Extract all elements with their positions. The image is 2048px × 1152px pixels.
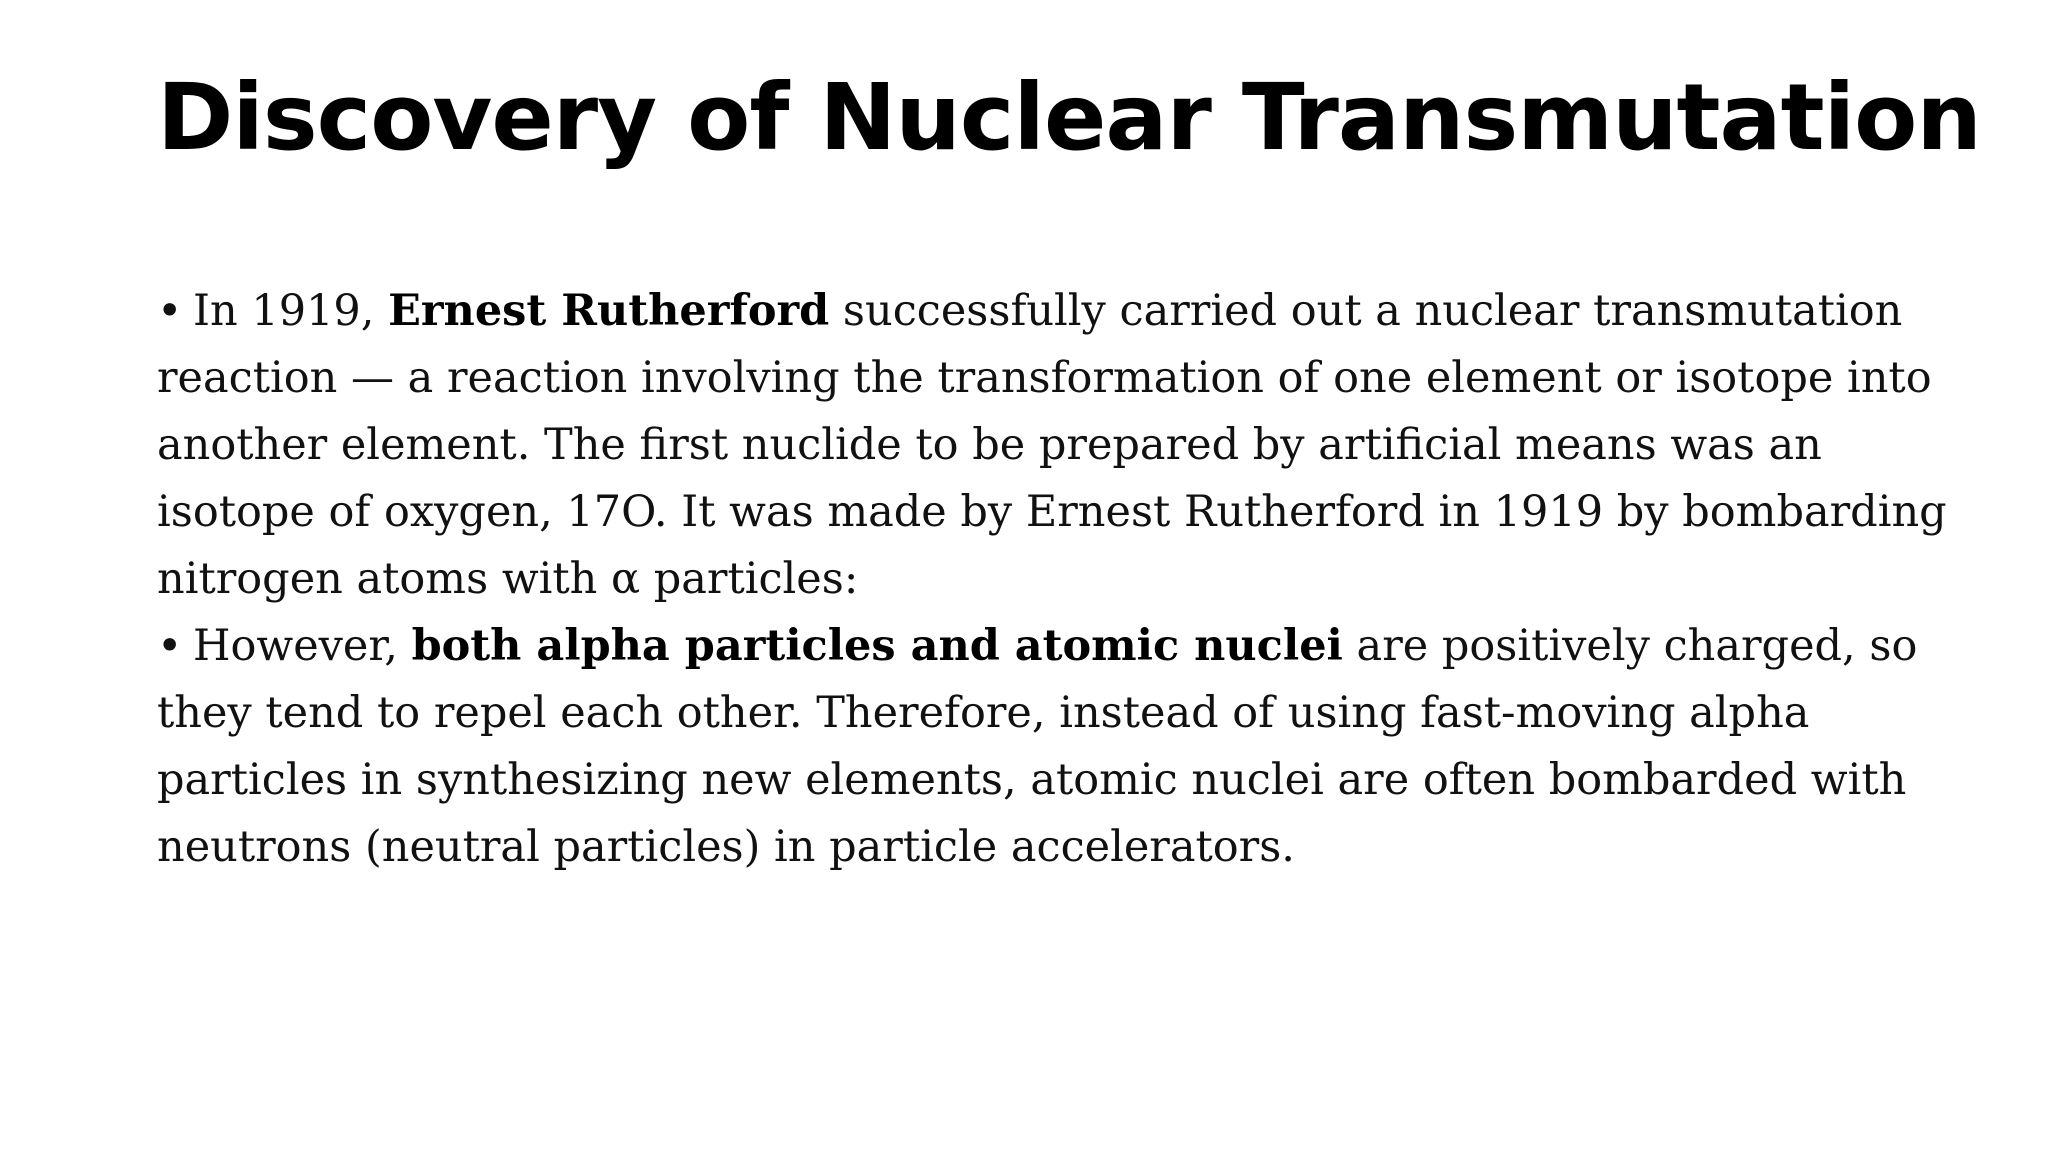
bullet-text-lead: However, [193, 621, 412, 671]
bullet-text-emphasis: both alpha particles and atomic nuclei [411, 621, 1343, 671]
bullet-item-rutherford [157, 278, 1947, 613]
slide-body [157, 278, 1947, 881]
bullet-text-emphasis: Ernest Rutherford [388, 286, 830, 336]
bullet-marker: • [157, 286, 183, 336]
bullet-text-body: successfully carried out a nuclear transmutation reaction — a reaction involving the transformation of one element or isotope into another element. The first nuclide to be prepared by artificial means was an isotope of oxygen, 17O. It was made by Ernest Rutherford in 1919 by bombarding nitrogen atoms with α particles: [157, 286, 1947, 604]
bullet-text-body: are positively charged, so they tend to repel each other. Therefore, instead of using fast-moving alpha particles in synthesizing new elements, atomic nuclei are often bombarded with neutrons (neutral particles) in particle accelerators. [157, 621, 1918, 872]
bullet-text-lead: In 1919, [193, 286, 389, 336]
bullet-marker: • [157, 621, 183, 671]
slide-title: Discovery of Nuclear Transmutation [157, 64, 1981, 171]
bullet-item-repulsion [157, 613, 1947, 881]
